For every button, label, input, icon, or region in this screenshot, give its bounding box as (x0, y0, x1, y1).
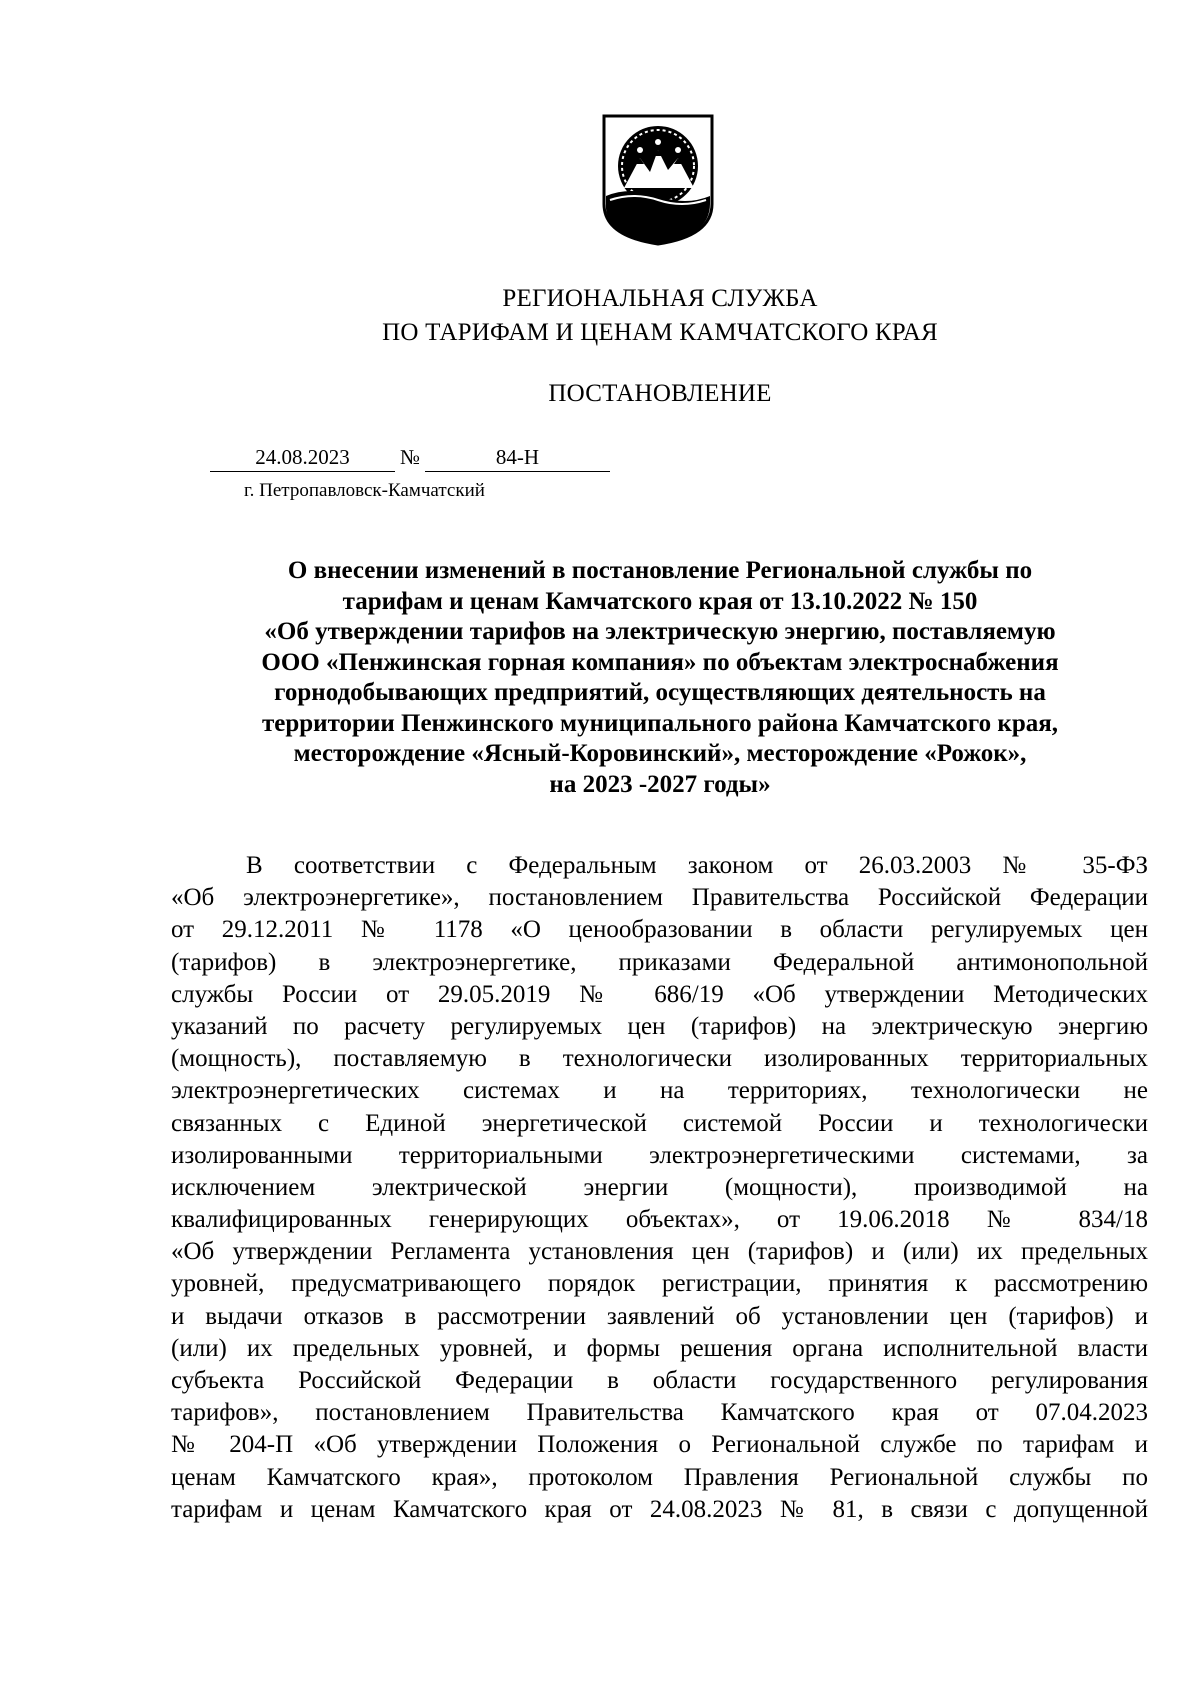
body-line: тарифам и ценам Камчатского края от 24.08.2023 № 81, в связи с допущенной (171, 1495, 1148, 1523)
body-line: (или) их предельных уровней, и формы решения органа исполнительной власти (171, 1334, 1148, 1362)
body-line: тарифов», постановлением Правительства Камчатского края от 07.04.2023 (171, 1399, 1148, 1427)
body-line: указаний по расчету регулируемых цен (тарифов) на электрическую энергию (171, 1012, 1148, 1040)
body-line: исключением электрической энергии (мощности), производимой на (171, 1173, 1148, 1201)
body-line: (тарифов) в электроэнергетике, приказами Федеральной антимонопольной (171, 948, 1148, 976)
registration-date: 24.08.2023 (210, 445, 395, 472)
body-line: В соответствии с Федеральным законом от 26.03.2003 № 35-ФЗ (246, 852, 1148, 879)
kamchatka-coat-of-arms-icon (600, 112, 716, 248)
registration-number: 84-Н (425, 445, 610, 472)
body-line: «Об электроэнергетике», постановлением Правительства Российской Федерации (171, 884, 1148, 912)
title-line: тарифам и ценам Камчатского края от 13.10.2022 № 150 (342, 587, 978, 615)
title-line: ООО «Пенжинская горная компания» по объектам электроснабжения (261, 648, 1059, 676)
body-line: связанных с Единой энергетической системой России и технологически (171, 1109, 1148, 1137)
body-line: и выдачи отказов в рассмотрении заявлений об установлении цен (тарифов) и (171, 1302, 1148, 1330)
body-line: уровней, предусматривающего порядок регистрации, принятия к рассмотрению (171, 1270, 1148, 1298)
body-line: (мощность), поставляемую в технологически изолированных территориальных (171, 1045, 1148, 1073)
document-body (171, 850, 1148, 1526)
body-line: изолированными территориальными электроэнергетическими системами, за (171, 1141, 1148, 1169)
organization-name-line2: ПО ТАРИФАМ И ЦЕНАМ КАМЧАТСКОГО КРАЯ (382, 319, 938, 346)
body-line: субъекта Российской Федерации в области государственного регулирования (171, 1367, 1148, 1394)
body-line: «Об утверждении Регламента установления цен (тарифов) и (или) их предельных (171, 1238, 1148, 1266)
organization-name-line1: РЕГИОНАЛЬНАЯ СЛУЖБА (502, 285, 818, 312)
registration-number-sign: № (399, 445, 421, 469)
city-name: г. Петропавловск-Камчатский (244, 480, 485, 501)
body-line: квалифицированных генерирующих объектах», от 19.06.2018 № 834/18 (171, 1206, 1148, 1234)
title-line: «Об утверждении тарифов на электрическую энергию, поставляемую (264, 618, 1056, 645)
title-line: О внесении изменений в постановление Региональной службы по (287, 557, 1033, 584)
title-line: месторождение «Ясный-Коровинский», месторождение «Рожок», (293, 740, 1027, 767)
title-line: территории Пенжинского муниципального района Камчатского края, (262, 709, 1058, 737)
organization-name (0, 282, 1200, 350)
title-line: на 2023 -2027 годы» (549, 770, 771, 798)
document-type: ПОСТАНОВЛЕНИЕ (548, 380, 772, 407)
body-line: электроэнергетических системах и на территориях, технологически не (171, 1077, 1148, 1105)
document-title (170, 556, 1150, 800)
body-line: от 29.12.2011 № 1178 «О ценообразовании в области регулируемых цен (171, 916, 1148, 944)
body-line: № 204-П «Об утверждении Положения о Региональной службе по тарифам и (171, 1431, 1148, 1459)
body-line: ценам Камчатского края», протоколом Правления Региональной службы по (171, 1463, 1148, 1491)
title-line: горнодобывающих предприятий, осуществляющих деятельность на (274, 679, 1046, 706)
body-line: службы России от 29.05.2019 № 686/19 «Об утверждении Методических (171, 980, 1148, 1008)
